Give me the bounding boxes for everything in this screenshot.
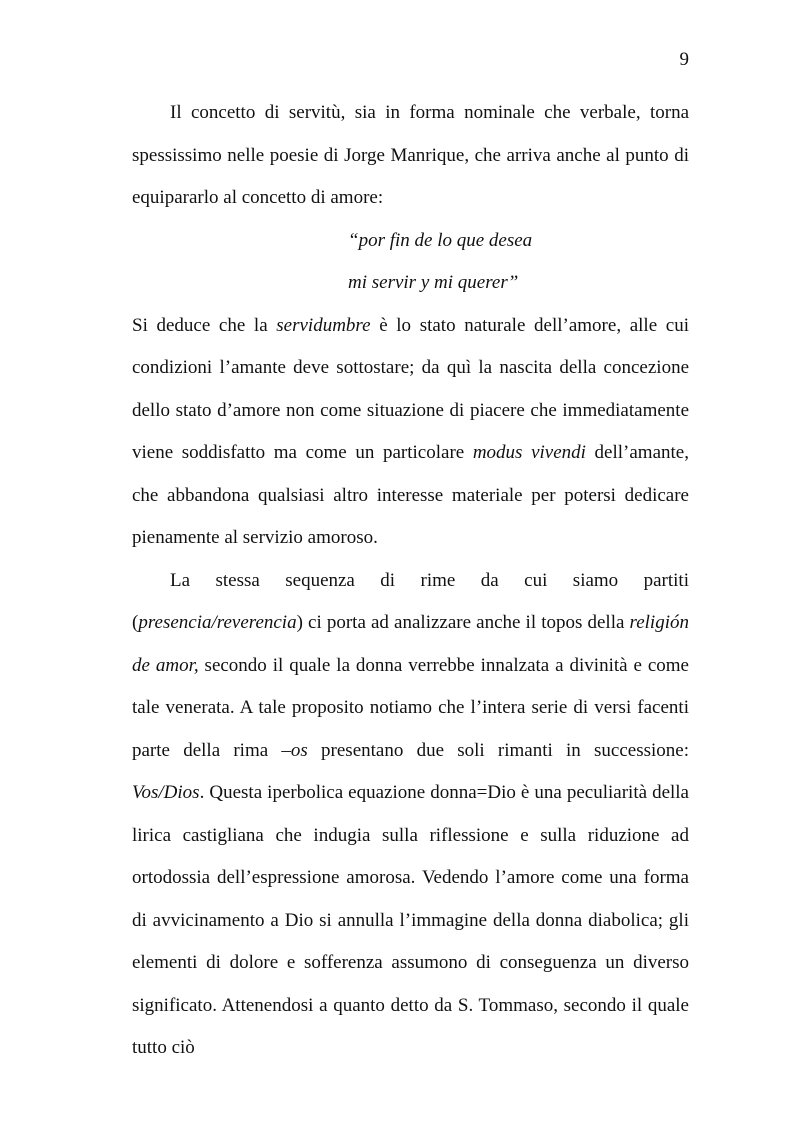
page-number: 9 (679, 49, 689, 70)
body-text (132, 92, 689, 1070)
italic-term-presencia-reverencia: presencia/reverencia (138, 612, 297, 633)
italic-term-vos-dios: Vos/Dios (132, 782, 200, 803)
quote-line-2: mi servir y mi querer” (348, 272, 519, 293)
paragraph-servidumbre (132, 305, 689, 560)
italic-term-modus-vivendi: modus vivendi (472, 442, 586, 463)
text-segment: Si deduce che la (132, 314, 277, 336)
text-segment: presentano due soli rimanti in successione: (307, 739, 689, 761)
text-segment: ) ci porta ad analizzare anche il topos della (296, 612, 630, 633)
text-segment: è lo stato naturale dell’amore, alle cui condizioni l’amante deve sottostare; da quì la nascita della concezione dello stato d’amore non come situazione di piacere che immediatamente viene soddisfatto ma come un particolare (132, 314, 689, 463)
italic-term-os: –os (281, 739, 308, 761)
paragraph-servitude: Il concetto di servitù, sia in forma nominale che verbale, torna spessissimo nelle poesie di Jorge Manrique, che arriva anche al punto di equipararlo al concetto di amore: (132, 102, 689, 208)
paragraph-religion-de-amor (132, 560, 689, 1070)
italic-term-servidumbre: servidumbre (276, 314, 371, 336)
text-segment: secondo il quale la donna verrebbe innalzata a divinità e come tale venerata. A tale proposito notiamo che l’intera serie di versi facenti parte della rima (132, 654, 689, 761)
quote-line-1: “por fin de lo que desea (348, 229, 533, 251)
text-segment: . Questa iperbolica equazione donna=Dio è una peculiarità della lirica castigliana che indugia sulla riflessione e sulla riduzione ad ortodossia dell’espressione amorosa. Vedendo l’amore come una forma di avvicinamento a Dio si annulla l’immagine della donna diabolica; gli elementi di dolore e sofferenza assumono di conseguenza un diverso significato. Attenendosi a quanto detto da S. Tommaso, secondo il quale tutto ciò (132, 782, 689, 1058)
italic-term-religion-de-amor: religión de amor, (132, 612, 689, 676)
text-segment: dell’amante, che abbandona qualsiasi altro interesse materiale per potersi dedicare pienamente al servizio amoroso. (132, 442, 689, 548)
text-segment: La stessa sequenza di rime da cui siamo partiti ( (132, 569, 689, 633)
